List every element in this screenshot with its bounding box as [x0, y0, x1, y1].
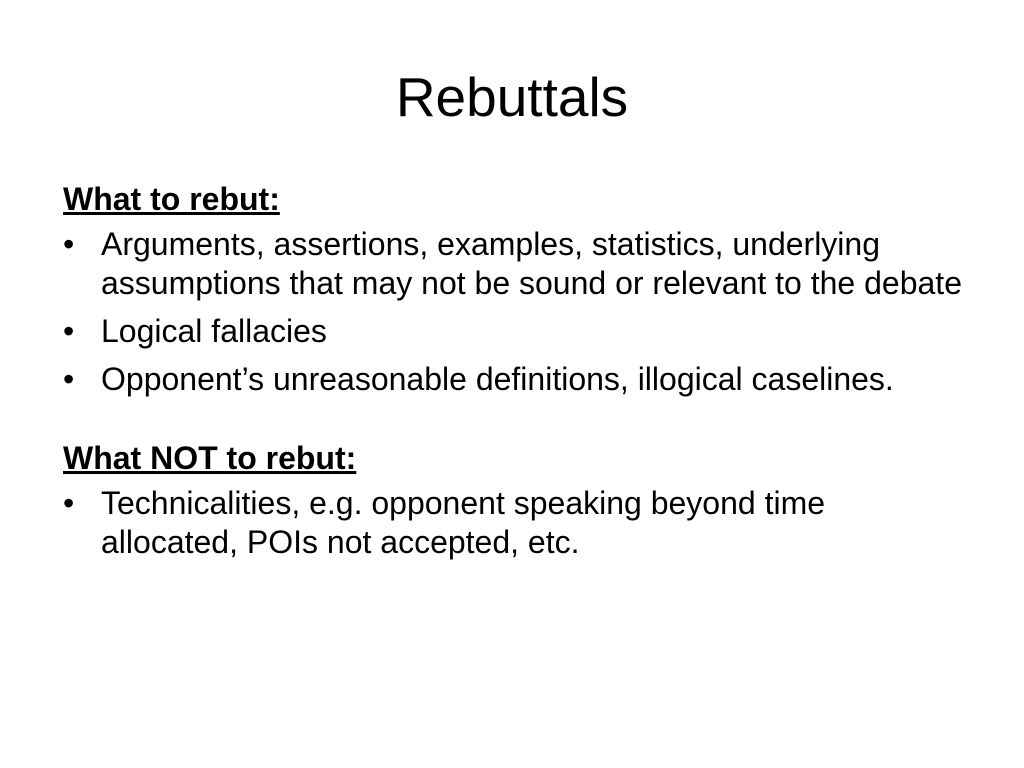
section-what-to-rebut [63, 180, 963, 399]
section-what-not-to-rebut [63, 439, 963, 562]
bullet-item [63, 312, 963, 351]
slide-title: Rebuttals [395, 66, 629, 128]
bullet-text: Arguments, assertions, examples, statistics, underlying assumptions that may not be sound or relevant to the debate [101, 226, 962, 301]
bullet-item [63, 360, 963, 399]
section-heading: What to rebut: [63, 181, 280, 217]
bullet-item [63, 225, 963, 303]
section-heading: What NOT to rebut: [63, 440, 357, 476]
bullet-text: Logical fallacies [101, 313, 327, 349]
bullet-text: Opponent’s unreasonable definitions, illogical caselines. [101, 361, 894, 397]
bullet-icon: • [63, 226, 75, 262]
bullet-icon: • [63, 485, 75, 521]
bullet-list [63, 484, 963, 562]
bullet-icon: • [63, 361, 75, 397]
bullet-item [63, 484, 963, 562]
bullet-icon: • [63, 313, 75, 349]
slide-body [63, 180, 963, 571]
bullet-text: Technicalities, e.g. opponent speaking beyond time allocated, POIs not accepted, etc. [101, 485, 826, 560]
bullet-list [63, 225, 963, 399]
